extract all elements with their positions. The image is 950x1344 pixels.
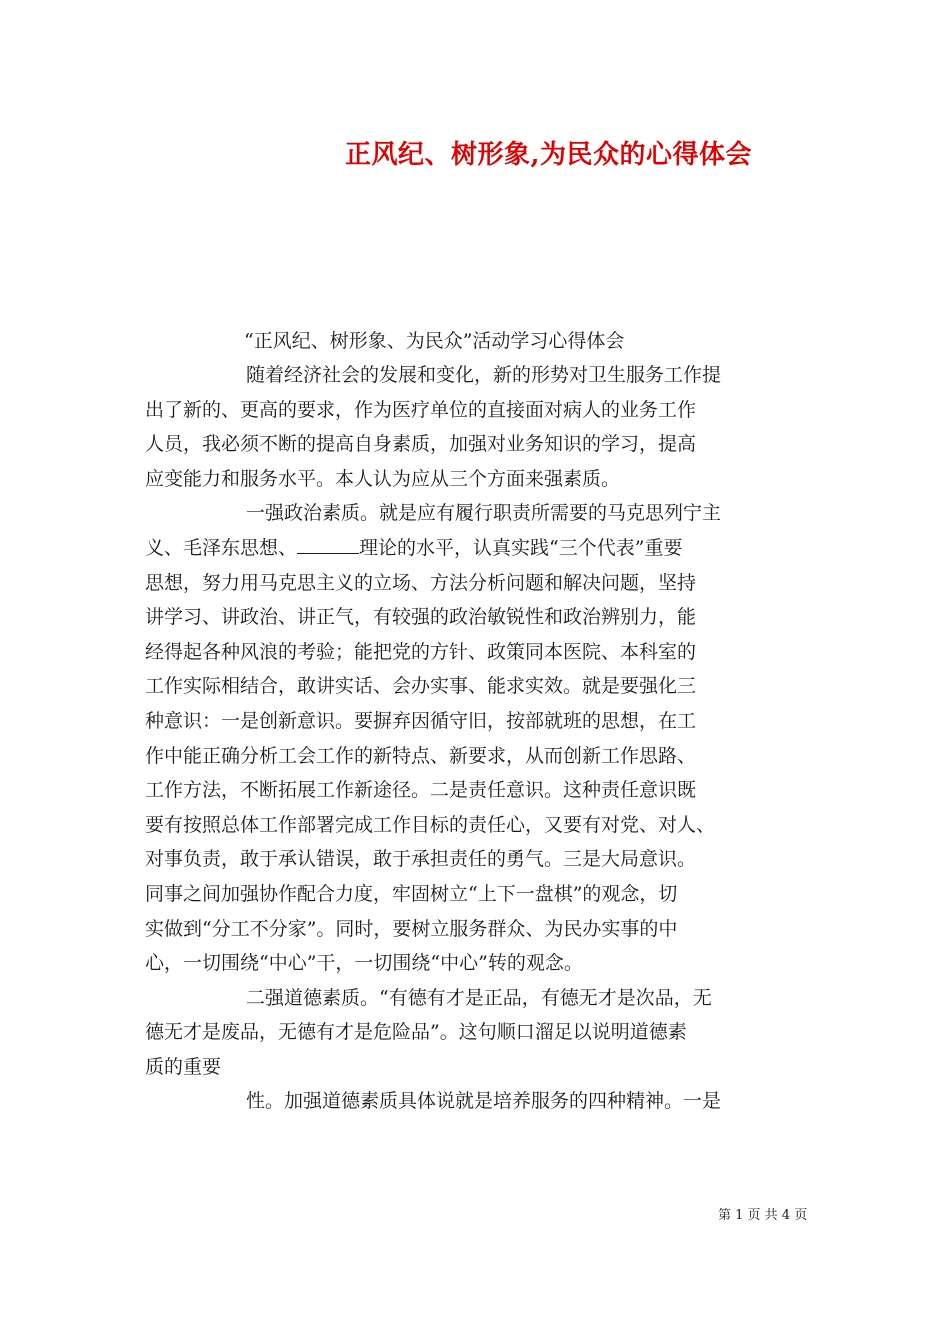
paragraph-line: 人员，我必须不断的提高自身素质，加强对业务知识的学习，提高 (145, 433, 697, 456)
paragraph-line: 心，一切围绕“中心”干，一切围绕“中心”转的观念。 (145, 952, 583, 975)
paragraph-line: 一强政治素质。就是应有履行职责所需要的马克思列宁主 (246, 502, 722, 525)
paragraph-line: 思想，努力用马克思主义的立场、方法分析问题和解决问题，坚持 (145, 571, 697, 594)
document-title: 正风纪、树形象,为民众的心得体会 (345, 140, 753, 170)
fill-in-blank (297, 535, 359, 554)
paragraph-line: 工作实际相结合，敢讲实话、会办实事、能求实效。就是要强化三 (145, 675, 697, 698)
document-subtitle: “正风纪、树形象、为民众”活动学习心得体会 (244, 330, 625, 352)
paragraph-line: 性。加强道德素质具体说就是培养服务的四种精神。一是 (246, 1090, 722, 1113)
paragraph-line: 种意识：一是创新意识。要摒弃因循守旧，按部就班的思想，在工 (145, 709, 697, 732)
paragraph-line: 实做到“分工不分家”。同时，要树立服务群众、为民办实事的中 (145, 917, 678, 940)
document-body (145, 358, 810, 1119)
line-segment: 理论的水平，认真实践“三个代表”重要 (359, 536, 683, 559)
paragraph-line: 经得起各种风浪的考验；能把党的方针、政策同本医院、本科室的 (145, 640, 697, 663)
paragraph-line: 随着经济社会的发展和变化，新的形势对卫生服务工作提 (246, 364, 722, 386)
paragraph-line: 应变能力和服务水平。本人认为应从三个方面来强素质。 (145, 467, 621, 490)
paragraph-line: 出了新的、更高的要求，作为医疗单位的直接面对病人的业务工作 (145, 398, 697, 421)
line-segment: 义、毛泽东思想、 (145, 536, 298, 559)
paragraph-line: 质的重要 (145, 1055, 222, 1078)
paragraph-line (145, 531, 810, 566)
paragraph-line: 德无才是废品，无德有才是危险品”。这句顺口溜足以说明道德素 (145, 1021, 687, 1044)
paragraph-line: 作中能正确分析工会工作的新特点、新要求，从而创新工作思路、 (145, 744, 697, 767)
page-number-footer: 第 1 页 共 4 页 (718, 1208, 808, 1223)
paragraph-line: 工作方法，不断拓展工作新途径。二是责任意识。这种责任意识既 (145, 779, 697, 802)
paragraph-line: 讲学习、讲政治、讲正气，有较强的政治敏锐性和政治辨别力，能 (145, 606, 697, 629)
paragraph-line: 二强道德素质。“有德有才是正品，有德无才是次品，无 (246, 986, 712, 1009)
paragraph-line: 要有按照总体工作部署完成工作目标的责任心，又要有对党、对人、 (145, 813, 716, 836)
paragraph-line: 同事之间加强协作配合力度，牢固树立“上下一盘棋”的观念，切 (145, 882, 678, 905)
paragraph-line: 对事负责，敢于承认错误，敢于承担责任的勇气。三是大局意识。 (145, 848, 697, 871)
